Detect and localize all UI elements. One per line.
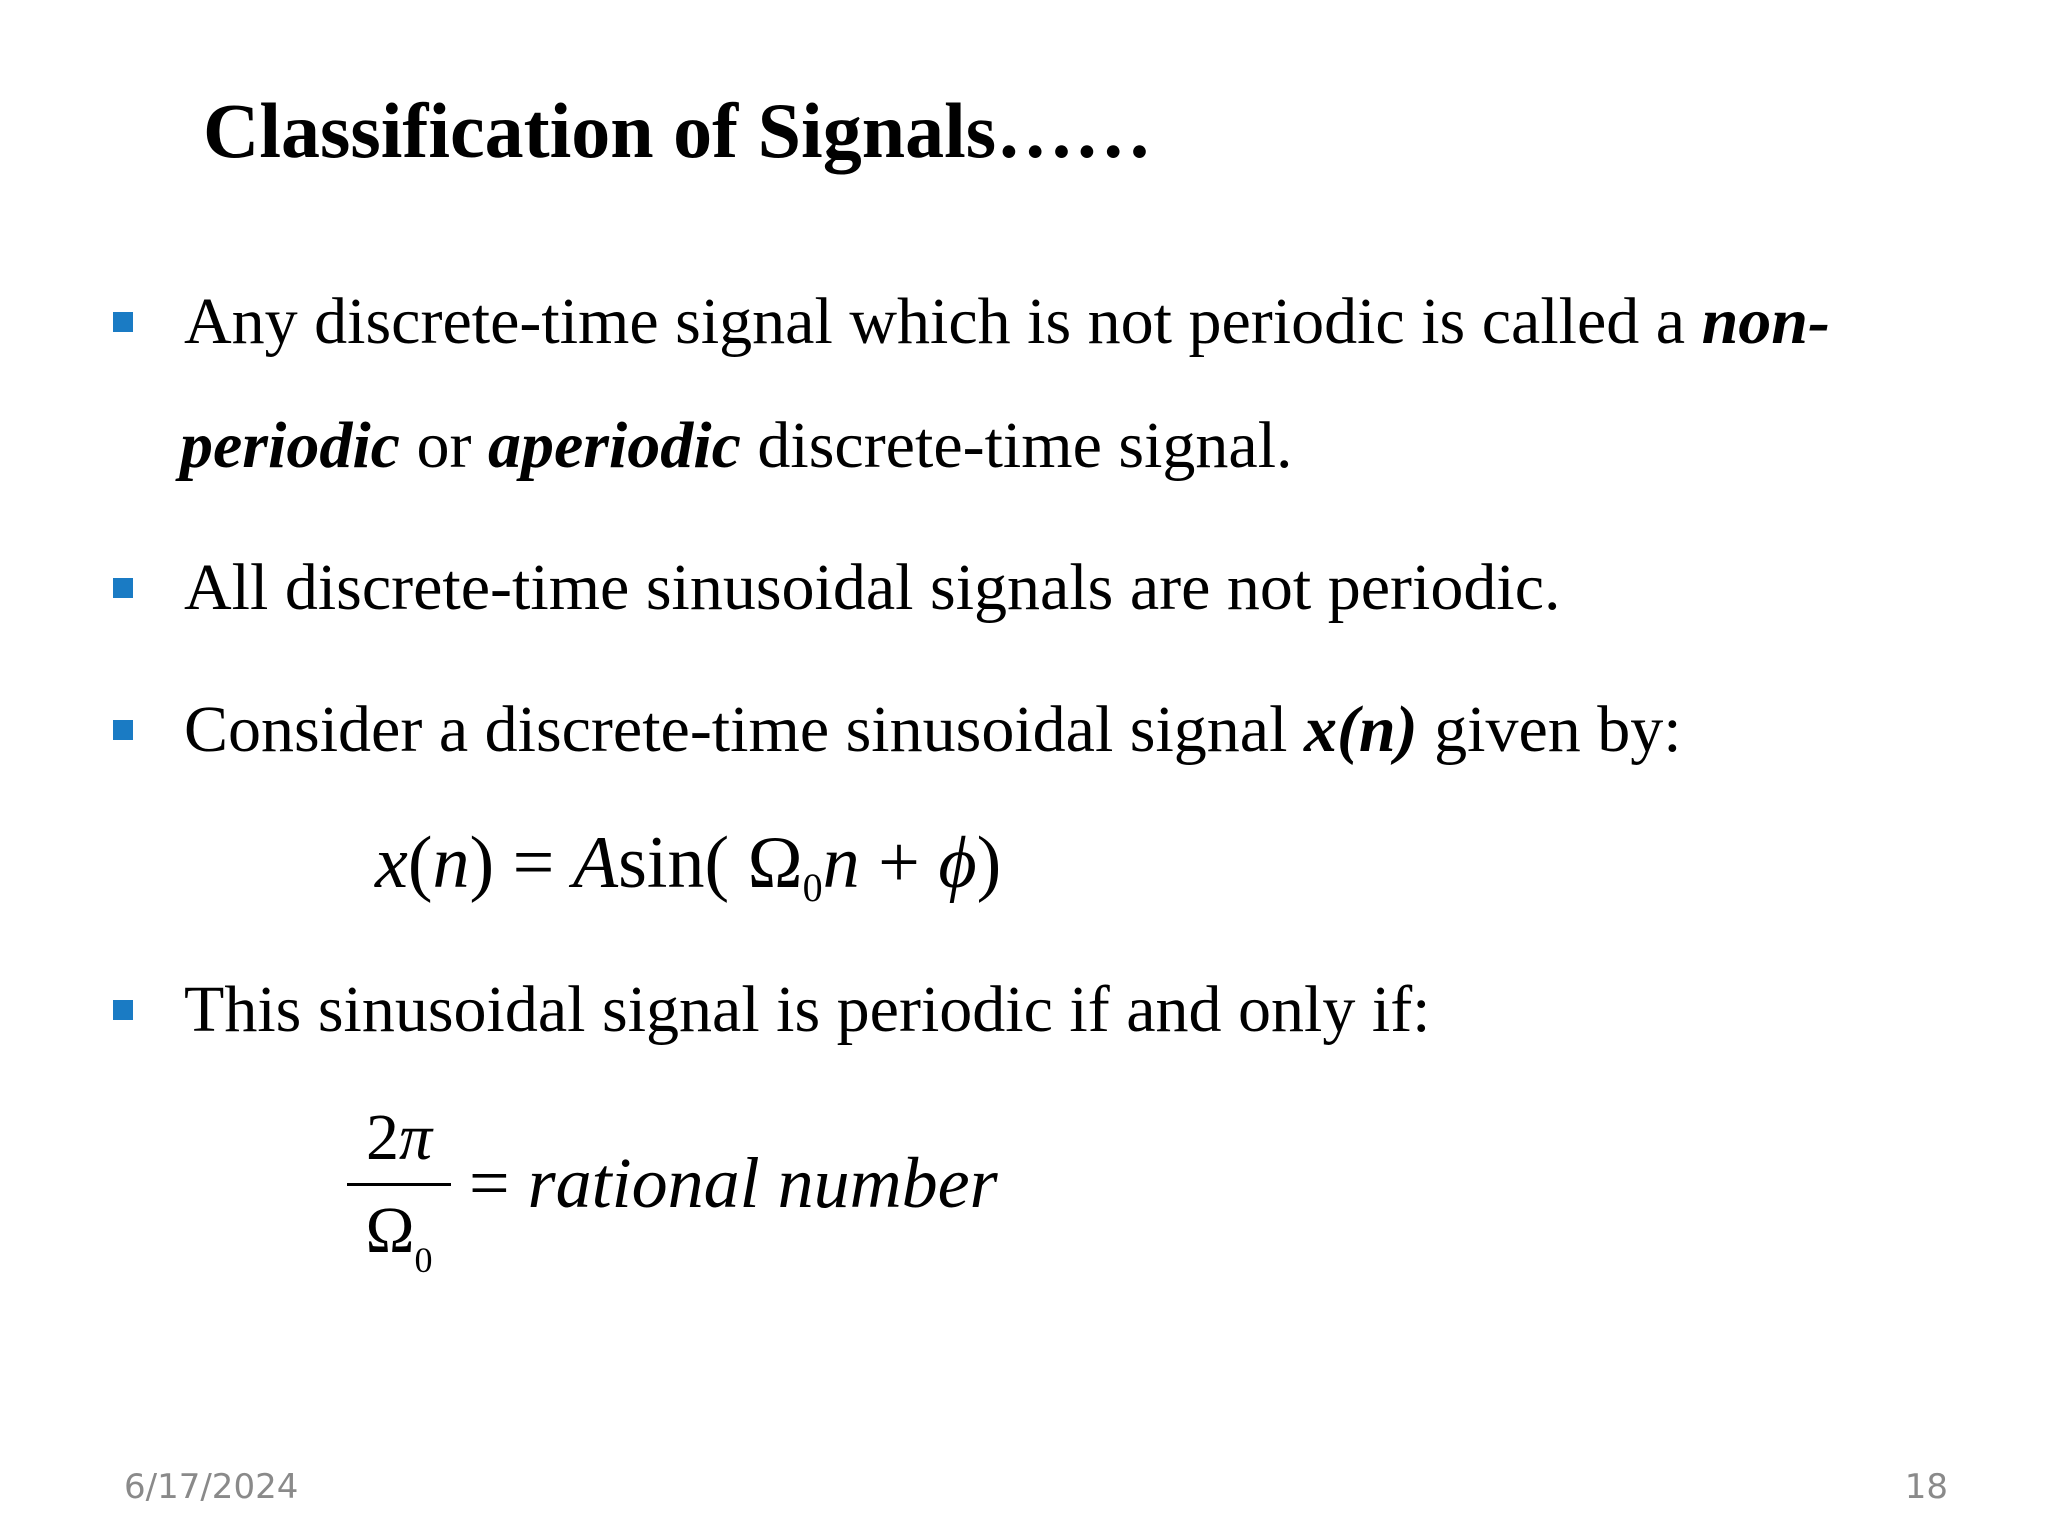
square-bullet-icon [113,312,133,332]
eq-symbol: A [572,822,619,904]
emphasis-term: x(n) [1303,693,1418,766]
eq-symbol: = [469,1143,528,1223]
page-number: 18 [1904,1467,1948,1507]
square-bullet-icon [113,720,133,740]
eq-symbol: π [398,1101,433,1174]
square-bullet-icon [113,1000,133,1020]
eq-subscript: 0 [414,1240,433,1280]
bullet-text: This sinusoidal signal is periodic if and only if: [184,973,1431,1046]
eq-symbol: sin( Ω [618,822,803,904]
emphasis-term: periodic [180,409,400,482]
emphasis-term: non- [1701,285,1830,358]
eq-symbol: n [822,822,860,904]
eq-symbol: rational number [527,1143,998,1223]
fraction-numerator [347,1101,451,1183]
equation-rhs [469,1143,998,1223]
eq-symbol: 2 [365,1101,399,1174]
eq-symbol: ) = [469,822,573,904]
footer-date: 6/17/2024 [124,1467,299,1507]
emphasis-term: aperiodic [487,409,741,482]
eq-symbol: Ω [365,1194,415,1267]
eq-subscript: 0 [802,865,823,910]
bullet-text: given by: [1417,693,1682,766]
bullet-text-line [184,260,1830,384]
eq-symbol: + [859,822,939,904]
bullet-text: or [399,409,488,482]
sinusoid-equation [375,822,1002,910]
bullet-text: Any discrete-time signal which is not periodic is called a [184,285,1702,358]
fraction-denominator [347,1186,451,1278]
bullet-text: Consider a discrete-time sinusoidal signal [184,693,1304,766]
eq-symbol: ( [407,822,433,904]
bullet-text: All discrete-time sinusoidal signals are not periodic. [184,551,1561,624]
eq-symbol: ) [976,822,1002,904]
eq-symbol: n [432,822,470,904]
bullet-text-line [180,384,1293,508]
bullet-text-line [184,668,1682,792]
eq-symbol: x [375,822,408,904]
bullet-text: discrete-time signal. [740,409,1293,482]
slide-title: Classification of Signals…… [203,87,1153,174]
eq-symbol: ϕ [938,822,977,904]
fraction [347,1101,451,1280]
square-bullet-icon [113,578,133,598]
